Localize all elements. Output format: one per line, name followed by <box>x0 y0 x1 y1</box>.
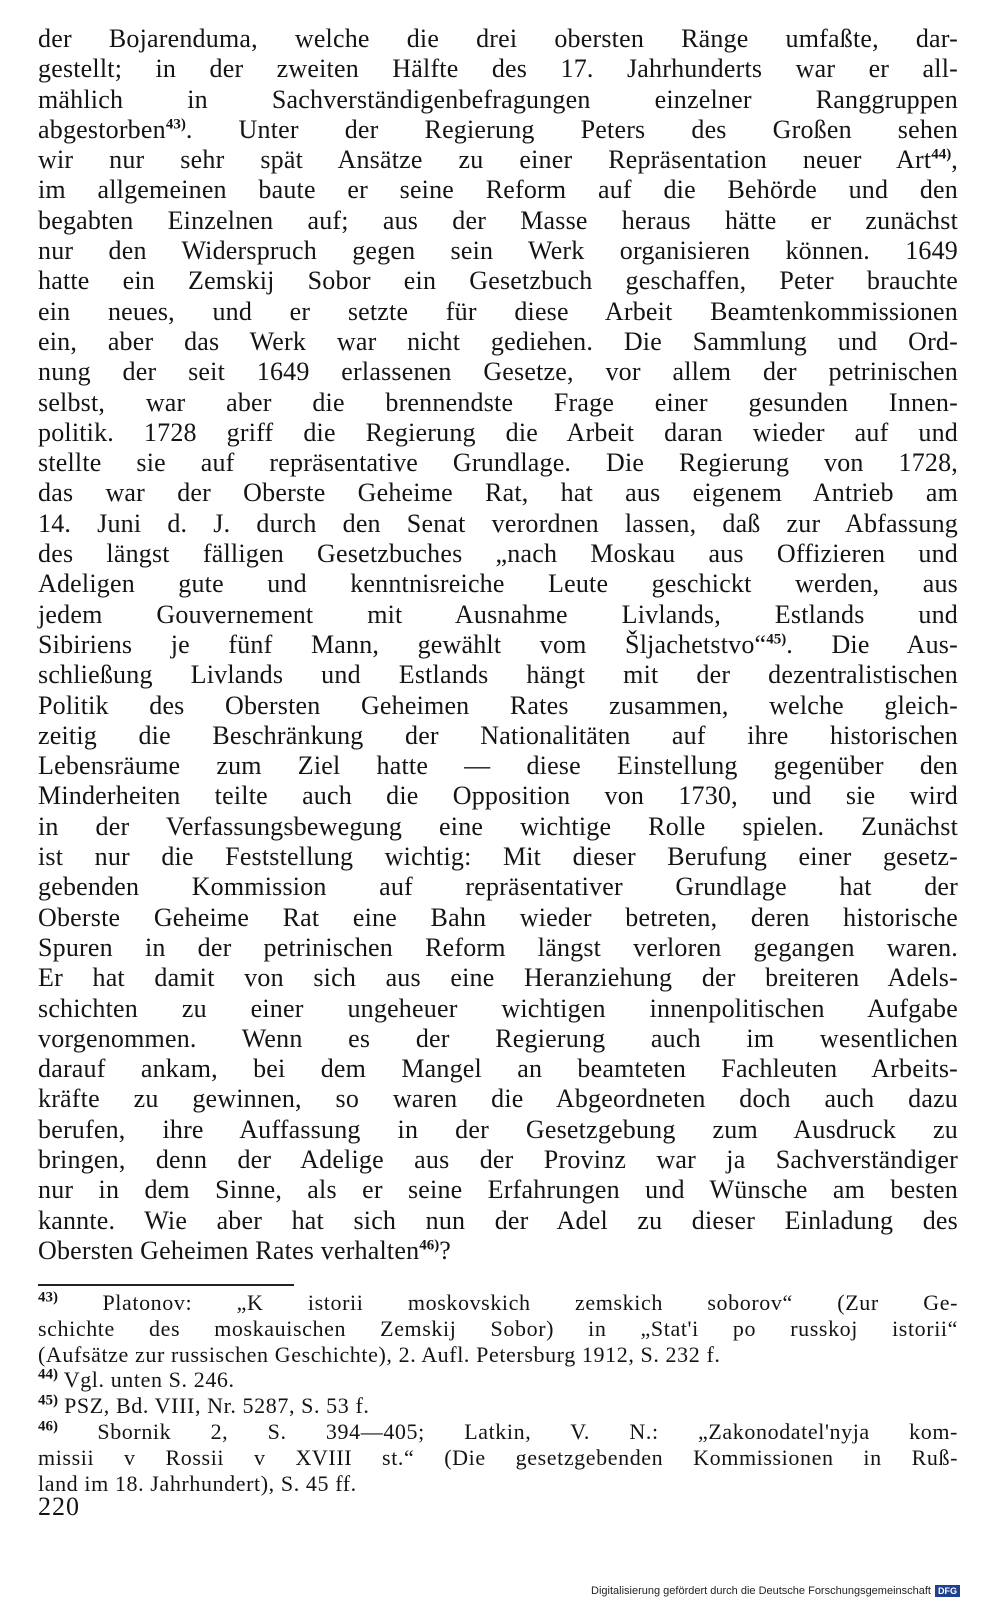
text-line: schichten zu einer ungeheuer wichtigen innenpolitischen Aufgabe <box>38 993 958 1023</box>
body-text <box>38 24 958 1266</box>
text-line: ein neues, und er setzte für diese Arbeit Beamtenkommissionen <box>38 296 958 326</box>
footnote-line: $^{45)}$ PSZ, Bd. VIII, Nr. 5287, S. 53 f. <box>38 1392 370 1419</box>
text-line: kräfte zu gewinnen, so waren die Abgeordneten doch auch dazu <box>38 1084 958 1114</box>
footnote-line: schichte des moskauischen Zemskij Sobor) in „Stat'i po russkoj istorii“ <box>38 1315 958 1341</box>
footnote-line: land im 18. Jahrhundert), S. 45 ff. <box>38 1470 357 1496</box>
text-line: in der Verfassungsbewegung eine wichtige Rolle spielen. Zunächst <box>38 811 958 841</box>
footnote-line: $^{43)}$ Platonov: „K istorii moskovskich zemskich soborov“ (Zur Ge- <box>38 1289 958 1315</box>
text-line: das war der Oberste Geheime Rat, hat aus eigenem Antrieb am <box>38 478 958 508</box>
text-line: wir nur sehr spät Ansätze zu einer Repräsentation neuer Art$^{44)}$, <box>38 145 958 175</box>
footnote-line: (Aufsätze zur russischen Geschichte), 2. Aufl. Petersburg 1912, S. 232 f. <box>38 1341 721 1367</box>
text-line: begabten Einzelnen auf; aus der Masse heraus hätte er zunächst <box>38 205 958 235</box>
dfg-logo: DFG <box>935 1585 960 1597</box>
text-line: Oberste Geheime Rat eine Bahn wieder betreten, deren historische <box>38 902 958 932</box>
text-line: ist nur die Feststellung wichtig: Mit dieser Berufung einer gesetz- <box>38 842 958 872</box>
text-line: darauf ankam, bei dem Mangel an beamteten Fachleuten Arbeits- <box>38 1054 958 1084</box>
credit-text: Digitalisierung gefördert durch die Deutsche Forschungsgemeinschaft <box>591 1585 931 1597</box>
text-line: im allgemeinen baute er seine Reform auf die Behörde und den <box>38 175 958 205</box>
text-line: Sibiriens je fünf Mann, gewählt vom Šljachetstvo“$^{45)}$. Die Aus- <box>38 629 958 659</box>
text-line: gestellt; in der zweiten Hälfte des 17. Jahrhunderts war er all- <box>38 54 958 84</box>
footnotes <box>38 1290 958 1496</box>
text-line: politik. 1728 griff die Regierung die Arbeit daran wieder auf und <box>38 417 958 447</box>
text-line: zeitig die Beschränkung der Nationalitäten auf ihre historischen <box>38 720 958 750</box>
text-line: berufen, ihre Auffassung in der Gesetzgebung zum Ausdruck zu <box>38 1114 958 1144</box>
digitization-credit <box>591 1585 960 1597</box>
text-line: bringen, denn der Adelige aus der Provinz war ja Sachverständiger <box>38 1144 958 1174</box>
text-line: abgestorben$^{43)}$. Unter der Regierung Peters des Großen sehen <box>38 114 958 144</box>
text-line: jedem Gouvernement mit Ausnahme Livlands, Estlands und <box>38 599 958 629</box>
text-line: mählich in Sachverständigenbefragungen einzelner Ranggruppen <box>38 84 958 114</box>
text-line: selbst, war aber die brennendste Frage einer gesunden Innen- <box>38 387 958 417</box>
text-line: des längst fälligen Gesetzbuches „nach Moskau aus Offizieren und <box>38 539 958 569</box>
footnote-rule <box>38 1284 294 1286</box>
text-line: nung der seit 1649 erlassenen Gesetze, vor allem der petrinischen <box>38 357 958 387</box>
page-number: 220 <box>38 1492 80 1521</box>
text-line: schließung Livlands und Estlands hängt mit der dezentralistischen <box>38 660 958 690</box>
text-line: hatte ein Zemskij Sobor ein Gesetzbuch geschaffen, Peter brauchte <box>38 266 958 296</box>
footnote-line: missii v Rossii v XVIII st.“ (Die gesetzgebenden Kommissionen in Ruß- <box>38 1444 958 1470</box>
text-line: nur den Widerspruch gegen sein Werk organisieren können. 1649 <box>38 236 958 266</box>
text-line: Adeligen gute und kenntnisreiche Leute geschickt werden, aus <box>38 569 958 599</box>
text-line: Minderheiten teilte auch die Opposition von 1730, und sie wird <box>38 781 958 811</box>
text-line: Obersten Geheimen Rates verhalten$^{46)}$? <box>38 1235 452 1265</box>
footnote-line: $^{46)}$ Sbornik 2, S. 394—405; Latkin, V. N.: „Zakonodatel'nyja kom- <box>38 1418 958 1444</box>
text-line: kannte. Wie aber hat sich nun der Adel zu dieser Einladung des <box>38 1205 958 1235</box>
text-line: Spuren in der petrinischen Reform längst verloren gegangen waren. <box>38 932 958 962</box>
text-line: ein, aber das Werk war nicht gediehen. Die Sammlung und Ord- <box>38 326 958 356</box>
text-line: vorgenommen. Wenn es der Regierung auch im wesentlichen <box>38 1023 958 1053</box>
text-line: stellte sie auf repräsentative Grundlage. Die Regierung von 1728, <box>38 448 958 478</box>
text-line: Er hat damit von sich aus eine Heranziehung der breiteren Adels- <box>38 963 958 993</box>
text-line: Lebensräume zum Ziel hatte — diese Einstellung gegenüber den <box>38 751 958 781</box>
text-line: nur in dem Sinne, als er seine Erfahrungen und Wünsche am besten <box>38 1175 958 1205</box>
footnote-line: $^{44)}$ Vgl. unten S. 246. <box>38 1367 235 1393</box>
text-line: 14. Juni d. J. durch den Senat verordnen lassen, daß zur Abfassung <box>38 508 958 538</box>
text-line: der Bojarenduma, welche die drei obersten Ränge umfaßte, dar- <box>38 24 958 53</box>
text-line: Politik des Obersten Geheimen Rates zusammen, welche gleich- <box>38 690 958 720</box>
text-line: gebenden Kommission auf repräsentativer Grundlage hat der <box>38 872 958 902</box>
